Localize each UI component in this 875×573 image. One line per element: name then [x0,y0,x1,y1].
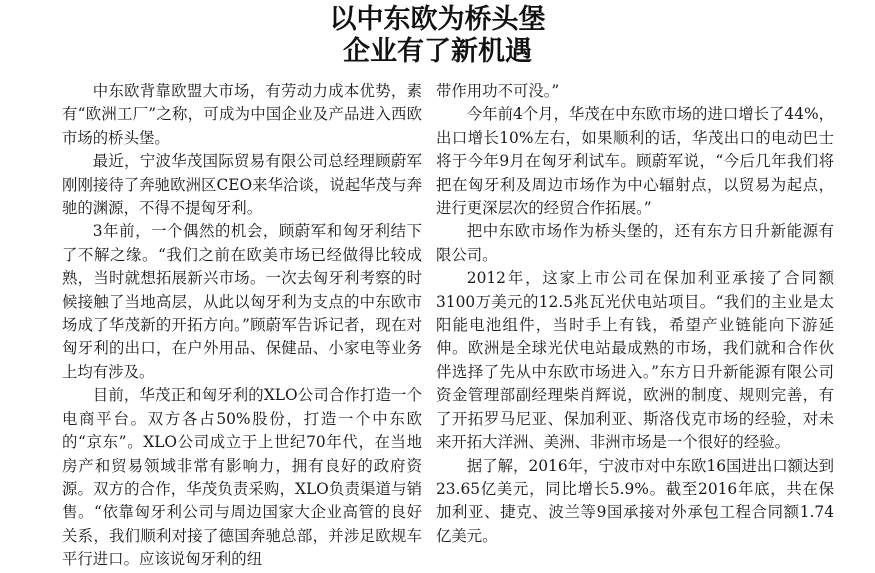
left-column [62,80,422,572]
paragraph: 最近，宁波华茂国际贸易有限公司总经理顾蔚军刚刚接待了奔驰欧洲区CEO来华洽谈，说起华茂与奔驰的渊源，不得不提匈牙利。 [62,152,422,218]
headline-line-2: 企业有了新机遇 [343,36,532,67]
headline-line-1: 以中东欧为桥头堡 [329,4,546,35]
paragraph: 据了解，2016年，宁波市对中东欧16国进出口额达到23.65亿美元，同比增长5.9%。截至2016年底，共在保加利亚、捷克、波兰等9国承接对外承包工程合同额1.74亿美元。 [436,456,834,545]
paragraph: 中东欧背靠欧盟大市场，有劳动力成本优势，素有“欧洲工厂”之称，可成为中国企业及产品进入西欧市场的桥头堡。 [62,82,422,147]
paragraph: 目前，华茂正和匈牙利的XLO公司合作打造一个电商平台。双方各占50%股份，打造一个中东欧的“京东”。XLO公司成立于上世纪70年代，在当地房产和贸易领域非常有影响力，拥有良好的政府资源。双方的合作，华茂负责采购，XLO负责渠道与销售。“依靠匈牙利公司与周边国家大企业高管的良好关系，我们顺利对接了德国奔驰总部，并涉足欧规车平行进口。应该说匈牙利的纽 [62,386,422,569]
paragraph: 2012年，这家上市公司在保加利亚承接了合同额3100万美元的12.5兆瓦光伏电站项目。“我们的主业是太阳能电池组件，当时手上有钱，希望产业链能向下游延伸。欧洲是全球光伏电站最成熟的市场，我们就和合作伙伴选择了先从中东欧市场进入。”东方日升新能源有限公司资金管理部副经理柴肖辉说，欧洲的制度、规则完善，有了开拓罗马尼亚、保加利亚、斯洛伐克市场的经验，对未来开拓大洋洲、美洲、非洲市场是一个很好的经验。 [436,269,834,452]
paragraph: 今年前4个月，华茂在中东欧市场的进口增长了44%，出口增长10%左右，如果顺利的话，华茂出口的电动巴士将于今年9月在匈牙利试车。顾蔚军说，“今后几年我们将把在匈牙利及周边市场作为中心辐射点，以贸易为起点，进行更深层次的经贸合作拓展。” [436,105,835,218]
paragraph: 把中东欧市场作为桥头堡的，还有东方日升新能源有限公司。 [436,222,834,264]
paragraph-continuation: 带作用功不可没。” [436,82,560,100]
paragraph: 3年前，一个偶然的机会，顾蔚军和匈牙利结下了不解之缘。“我们之前在欧美市场已经做得比较成熟，当时就想拓展新兴市场。一次去匈牙利考察的时候接触了当地高层，从此以匈牙利为支点的中东欧市场成了华茂新的开拓方向。”顾蔚军告诉记者，现在对匈牙利的出口，在户外用品、保健品、小家电等业务上均有涉及。 [62,222,422,381]
right-column [436,80,834,548]
